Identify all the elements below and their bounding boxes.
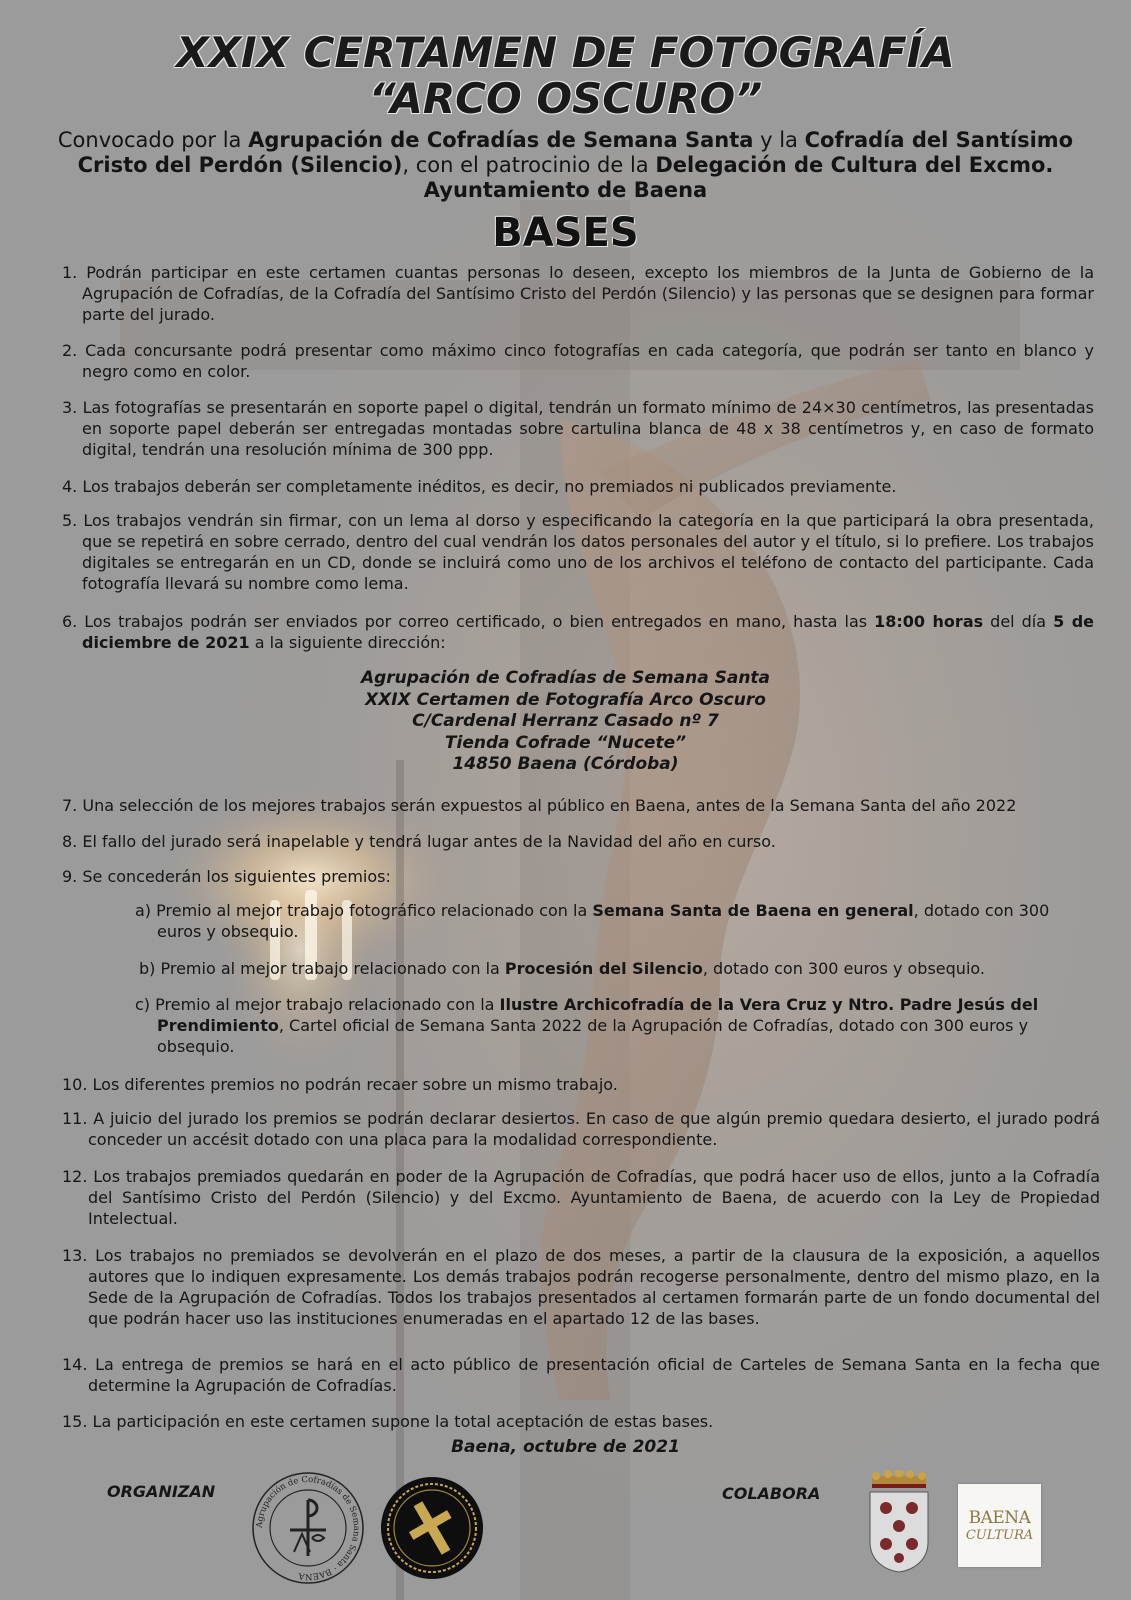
rule-14: 14. La entrega de premios se hará en el acto público de presentación oficial de Carteles de Semana Santa en la fecha que determine la Agrupación de Cofradías. (62, 1355, 1100, 1395)
rule-7: 7. Una selección de los mejores trabajos serán expuestos al público en Baena, antes de la Semana Santa del año 2022 (62, 796, 1017, 815)
baena-cultura-logo-word-2: CULTURA (965, 1528, 1034, 1543)
prize-c-text-1: c) Premio al mejor trabajo relacionado con la (135, 995, 500, 1014)
bases-heading: BASES (492, 210, 639, 256)
rule-1: 1. Podrán participar en este certamen cuantas personas lo deseen, excepto los miembros de la Junta de Gobierno de la Agrupación de Cofradías, de la Cofradía del Santísimo Cristo del Perdón (Silencio) y las personas que se designen para formar parte del jurado. (62, 263, 1094, 324)
baena-cultura-logo (958, 1484, 1041, 1567)
prize-c-text-3: , Cartel oficial de Semana Santa 2022 de la Agrupación de Cofradías, dotado con 300 euros y obsequio. (157, 1016, 1029, 1056)
colabora-label: COLABORA (722, 1484, 821, 1503)
mailing-address (0, 668, 1131, 776)
rule-6-text-c: del día (983, 612, 1054, 631)
rule-6-text-a: 6. Los trabajos podrán ser enviados por correo certificado, o bien entregados en mano, hasta las (62, 612, 875, 631)
rule-6-date: 5 de diciembre de 2021 (82, 612, 1095, 652)
intro-bold-2: Cofradía del Santísimo Cristo del Perdón (Silencio) (77, 128, 1074, 177)
rule-12: 12. Los trabajos premiados quedarán en poder de la Agrupación de Cofradías, que podrá hacer uso de ellos, junto a la Cofradía del Santísimo Cristo del Perdón (Silencio) y del Excmo. Ayuntamiento de Baena, de acuerdo con la Ley de Propiedad Intelectual. (62, 1167, 1100, 1228)
title-line-1: XXIX CERTAMEN DE FOTOGRAFÍA (176, 28, 955, 77)
address-line-1: Agrupación de Cofradías de Semana Santa (360, 668, 771, 688)
address-line-5: 14850 Baena (Córdoba) (452, 754, 679, 774)
intro-text-1: Convocado por la (57, 128, 249, 152)
place-date: Baena, octubre de 2021 (451, 1437, 680, 1457)
prize-c (135, 994, 1062, 1057)
rule-6-time: 18:00 horas (874, 612, 984, 631)
rule-8: 8. El fallo del jurado será inapelable y tendrá lugar antes de la Navidad del año en curso. (62, 832, 776, 851)
intro-bold-1: Agrupación de Cofradías de Semana Santa (248, 128, 754, 152)
rule-6-text-e: a la siguiente dirección: (249, 633, 446, 652)
title-line-2: “ARCO OSCURO” (368, 74, 763, 123)
rule-15: 15. La participación en este certamen supone la total aceptación de estas bases. (62, 1412, 714, 1431)
rule-11: 11. A juicio del jurado los premios se podrán declarar desiertos. En caso de que algún premio quedara desierto, el jurado podrá conceder un accésit dotado con una placa para la modalidad correspondiente. (62, 1109, 1100, 1149)
prize-a-text-1: a) Premio al mejor trabajo fotográfico relacionado con la (135, 901, 593, 920)
rule-4: 4. Los trabajos deberán ser completamente inéditos, es decir, no premiados ni publicados previamente. (62, 477, 897, 496)
prize-a-bold: Semana Santa de Baena en general (592, 901, 914, 920)
rule-6 (62, 611, 1094, 653)
intro-text-2: y la (753, 128, 805, 152)
organizan-label: ORGANIZAN (107, 1482, 216, 1501)
address-line-3: C/Cardenal Herranz Casado nº 7 (412, 711, 719, 731)
prize-b-text-3: , dotado con 300 euros y obsequio. (702, 959, 985, 978)
baena-coat-of-arms-icon (864, 1470, 934, 1574)
rule-5: 5. Los trabajos vendrán sin firmar, con un lema al dorso y especificando la categoría en la que participará la obra presentada, que se repetirá en sobre cerrado, dentro del cual vendrán los datos personales del autor y el título, si lo prefiere. Los trabajos digitales se entregarán en un CD, donde se incluirá como uno de los archivos el teléfono de contacto del participante. Cada fotografía llevará su nombre como lema. (62, 511, 1094, 593)
prize-a (135, 900, 1062, 942)
seal-1-text: Agrupación de Cofradías de Semana Santa · BAENA (254, 1474, 362, 1582)
baena-cultura-logo-word-1: BAENA (968, 1508, 1031, 1528)
intro-bold-3: Delegación de Cultura del Excmo. Ayuntamiento de Baena (423, 153, 1054, 202)
intro-text-3: , con el patrocinio de la (402, 153, 656, 177)
silencio-cofradia-seal-icon (380, 1476, 484, 1580)
rule-13: 13. Los trabajos no premiados se devolverán en el plazo de dos meses, a partir de la clausura de la exposición, a aquellos autores que lo indiquen expresamente. Los demás trabajos podrán recogerse personalmente, dentro del mismo plazo, en la Sede de la Agrupación de Cofradías. Todos los trabajos presentados al certamen formarán parte de un fondo documental del que podrán hacer uso las instituciones enumeradas en el apartado 12 de las bases. (62, 1246, 1100, 1328)
rule-3: 3. Las fotografías se presentarán en soporte papel o digital, tendrán un formato mínimo de 24×30 centímetros, las presentadas en soporte papel deberán ser entregadas montadas sobre cartulina blanca de 48 x 38 centímetros y, en caso de formato digital, tendrán una resolución mínima de 300 ppp. (62, 398, 1094, 459)
address-line-2: XXIX Certamen de Fotografía Arco Oscuro (365, 689, 766, 710)
rule-2: 2. Cada concursante podrá presentar como máximo cinco fotografías en cada categoría, que podrán ser tanto en blanco y negro como en color. (62, 341, 1094, 381)
prize-b-bold: Procesión del Silencio (504, 959, 703, 978)
rule-9: 9. Se concederán los siguientes premios: (62, 867, 391, 886)
prize-b-text-1: b) Premio al mejor trabajo relacionado con la (139, 959, 505, 978)
prize-b (139, 958, 1066, 979)
prize-a-text-3: , dotado con 300 euros y obsequio. (157, 901, 1050, 941)
prize-c-bold: Ilustre Archicofradía de la Vera Cruz y Ntro. Padre Jesús del Prendimiento (157, 995, 1039, 1035)
rule-10: 10. Los diferentes premios no podrán recaer sobre un mismo trabajo. (62, 1075, 618, 1094)
intro-paragraph (50, 128, 1081, 203)
agrupacion-seal-icon (250, 1470, 366, 1586)
address-line-4: Tienda Cofrade “Nucete” (444, 732, 687, 753)
